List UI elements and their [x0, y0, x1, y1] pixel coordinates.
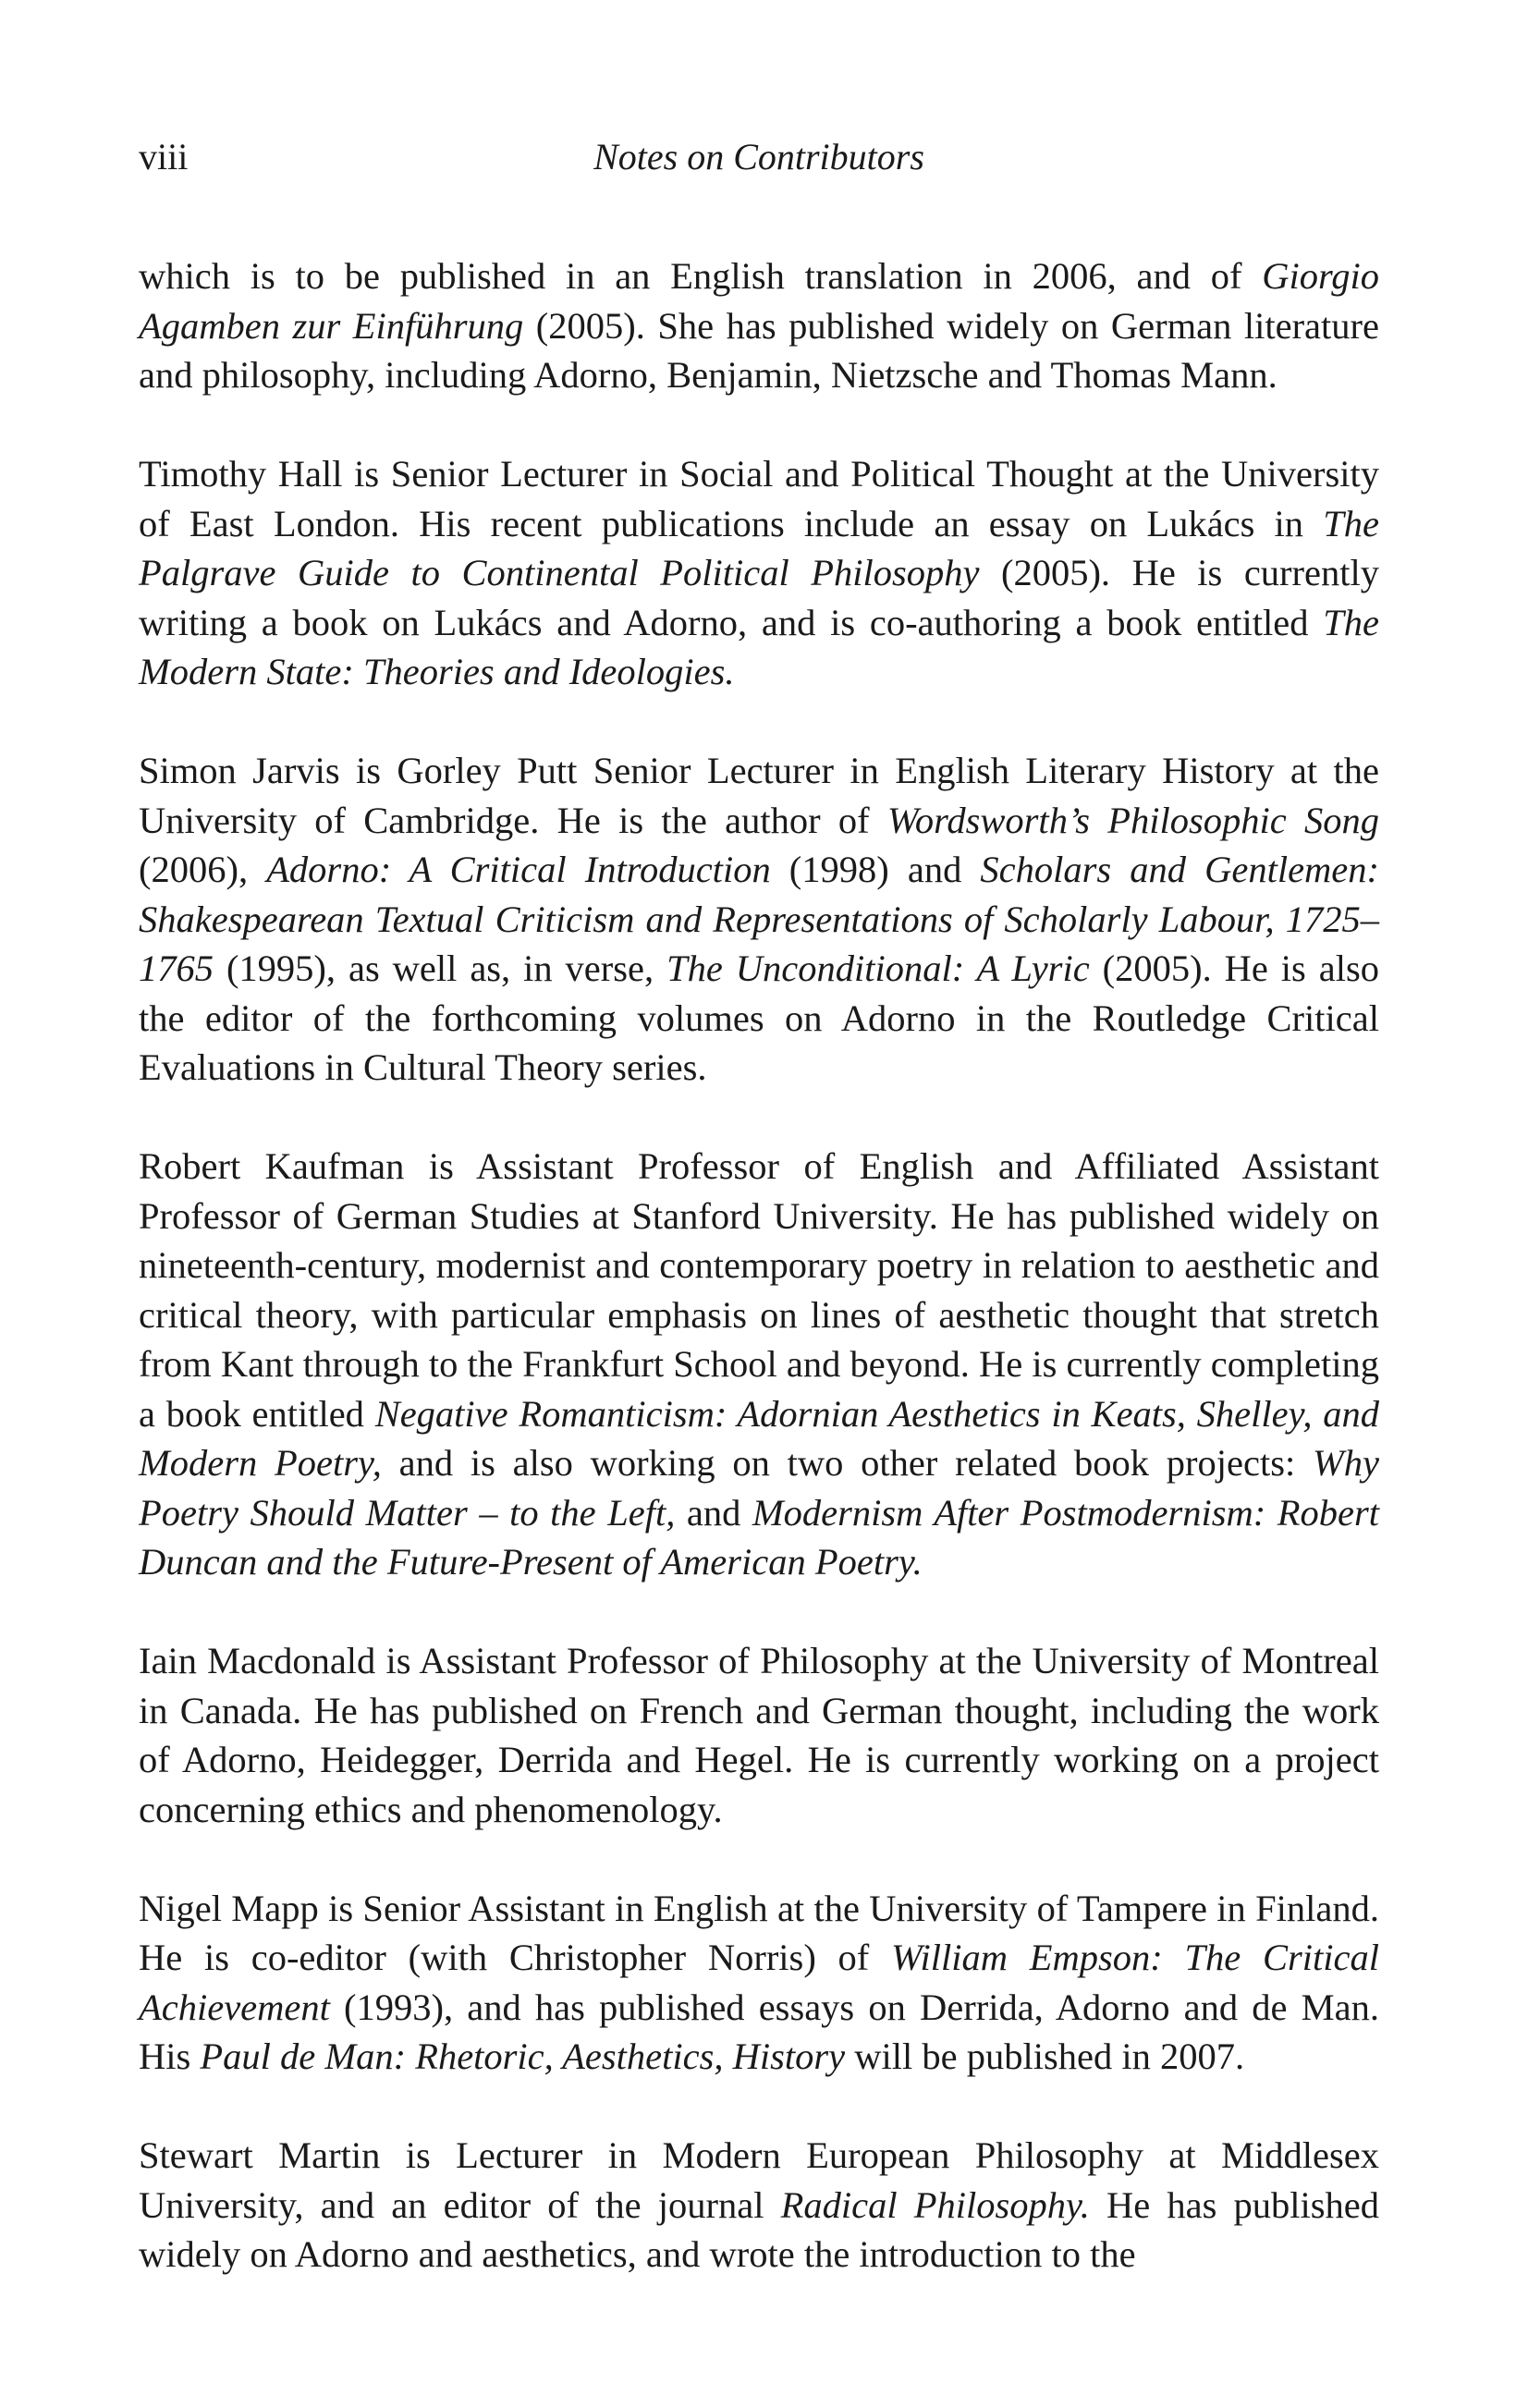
italic-title-run: Radical Philosophy. [780, 2183, 1090, 2226]
italic-title-run: Negative Romanticism: Adornian Aesthetics in Keats, Shelley, and Modern Poetry, [139, 1392, 1380, 1484]
running-head [139, 129, 1379, 185]
contributor-note-robert-kaufman [139, 1142, 1379, 1587]
text-run: Simon Jarvis is Gorley Putt Senior Lecturer in English Literary History at the University of Cambridge. He is the author of [139, 750, 1379, 841]
text-run: (2006), [139, 849, 267, 890]
italic-title-run: Adorno: A Critical Introduction [266, 849, 771, 890]
text-run: and [675, 1491, 752, 1534]
text-run: (2005). He is currently writing a book on Lukács and Adorno, and is co-authoring a book entitled [139, 552, 1380, 643]
text-run: Stewart Martin is Lecturer in Modern European Philosophy at Middlesex University, and an editor of the journal [139, 2134, 1379, 2226]
text-run: which is to be published in an English translation in 2006, and of [139, 255, 1263, 297]
italic-title-run: William Empson: The Critical Achievement [139, 1937, 1379, 2028]
italic-title-run: The Palgrave Guide to Continental Political Philosophy [139, 502, 1379, 593]
text-run: Robert Kaufman is Assistant Professor of English and Affiliated Assistant Professor of German Studies at Stanford University. He has published widely on nineteenth-century, modernist and contemporary poetry in relation to aesthetic and critical theory, with particular emphasis on lines of aesthetic thought that stretch from Kant through to the Frankfurt School and beyond. He is currently completing a book entitled [139, 1145, 1379, 1435]
text-run: Iain Macdonald is Assistant Professor of Philosophy at the University of Montreal in Canada. He has published on French and German thought, including the work of Adorno, Heidegger, Derrida and Hegel. He is currently working on a project concerning ethics and phenomenology. [139, 1640, 1379, 1830]
text-run: Nigel Mapp is Senior Assistant in English at the University of Tampere in Finland. He is co-editor (with Christopher Norris) of [139, 1887, 1379, 1978]
italic-title-run: The Unconditional: A Lyric [666, 947, 1090, 989]
contributor-note-stewart-martin [139, 2131, 1379, 2280]
contributor-note-simon-jarvis [139, 746, 1379, 1093]
italic-title-run: The Modern State: Theories and Ideologies. [139, 601, 1379, 692]
text-run: (2005). He is also the editor of the forthcoming volumes on Adorno in the Routledge Critical Evaluations in Cultural Theory series. [139, 947, 1379, 1088]
text-run: and is also working on two other related book projects: [381, 1442, 1314, 1484]
text-run: Timothy Hall is Senior Lecturer in Social and Political Thought at the University of East London. His recent publications include an essay on Lukács in [139, 453, 1379, 544]
italic-title-run: Modernism After Postmodernism: Robert Duncan and the Future-Present of American Poetry. [139, 1491, 1379, 1583]
contributor-note-nigel-mapp [139, 1884, 1379, 2082]
text-run: (1995), as well as, in verse, [214, 947, 667, 989]
text-run: (1998) and [770, 849, 981, 890]
text-run: (1993), and has published essays on Derrida, Adorno and de Man. His [139, 1986, 1379, 2077]
italic-title-run: Scholars and Gentlemen: Shakespearean Textual Criticism and Representations of Scholarly Labour, 1725–1765 [139, 849, 1380, 989]
running-title: Notes on Contributors [593, 136, 924, 177]
italic-title-run: Wordsworth’s Philosophic Song [886, 799, 1379, 841]
italic-title-run: Giorgio Agamben zur Einführung [139, 255, 1379, 347]
text-run: will be published in 2007. [845, 2035, 1245, 2077]
contributor-note-continued [139, 251, 1379, 400]
contributor-notes [139, 251, 1379, 2280]
book-page [139, 129, 1379, 2280]
text-run: He has published widely on Adorno and aesthetics, and wrote the introduction to the [139, 2183, 1380, 2275]
page-number: viii [139, 136, 189, 177]
italic-title-run: Paul de Man: Rhetoric, Aesthetics, History [200, 2035, 846, 2077]
italic-title-run: Why Poetry Should Matter – to the Left, [139, 1442, 1379, 1534]
text-run: (2005). She has published widely on German literature and philosophy, including Adorno, Benjamin, Nietzsche and Thomas Mann. [139, 304, 1379, 396]
contributor-note-timothy-hall [139, 449, 1379, 697]
contributor-note-iain-macdonald [139, 1636, 1379, 1834]
